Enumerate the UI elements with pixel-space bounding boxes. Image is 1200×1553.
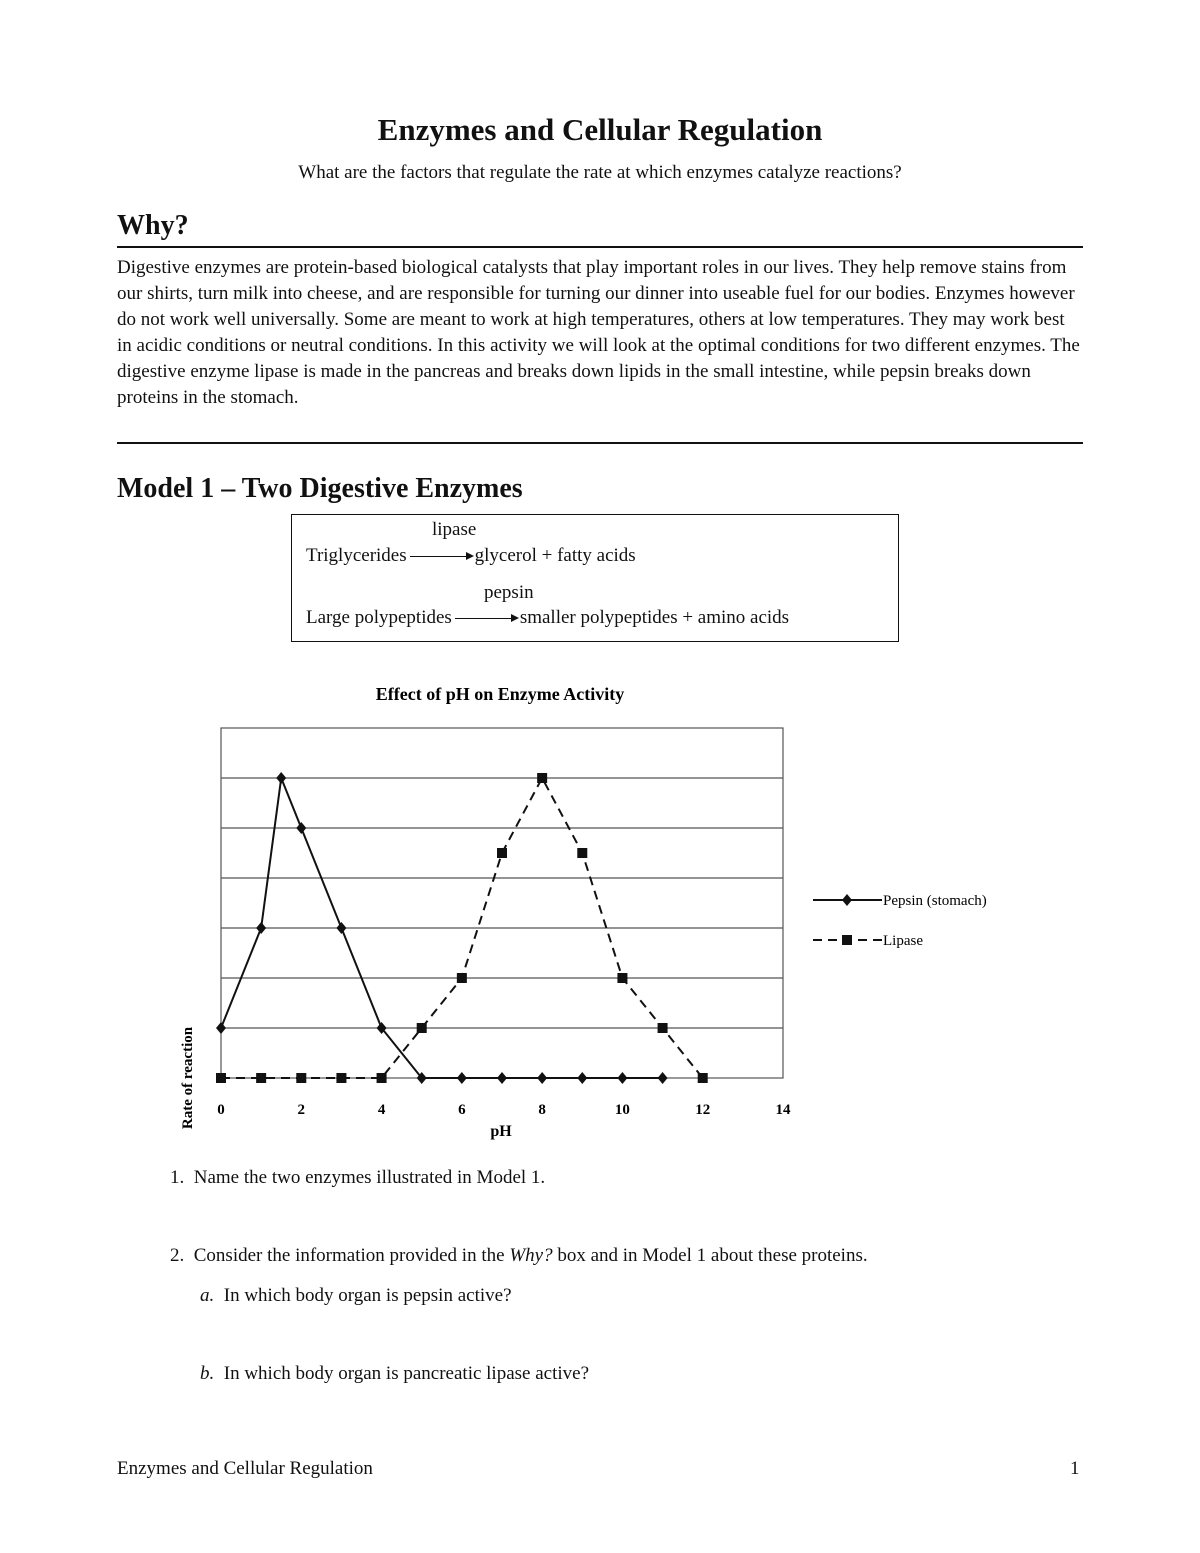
question-number: b. <box>200 1363 215 1384</box>
data-point <box>497 848 507 858</box>
reaction-equations-box <box>291 514 899 642</box>
data-point <box>216 1022 226 1034</box>
data-point <box>617 1072 627 1084</box>
page-title: Enzymes and Cellular Regulation <box>377 112 823 147</box>
data-point <box>698 1073 708 1083</box>
why-heading: Why? <box>117 210 189 241</box>
enzyme-label: pepsin <box>484 582 534 603</box>
page-number: 1 <box>1070 1458 1080 1479</box>
data-point <box>577 1072 587 1084</box>
page-subtitle: What are the factors that regulate the rate at which enzymes catalyze reactions? <box>298 162 902 183</box>
data-point <box>276 772 286 784</box>
ph-enzyme-chart <box>170 680 1050 1150</box>
model-heading: Model 1 – Two Digestive Enzymes <box>117 473 523 504</box>
legend-marker <box>842 935 852 945</box>
question-2b <box>200 1363 589 1385</box>
x-tick-label: 8 <box>538 1102 546 1118</box>
question-number: 2. <box>170 1245 185 1266</box>
data-point <box>296 1073 306 1083</box>
equation-pepsin <box>306 607 789 629</box>
data-point <box>457 1072 467 1084</box>
data-point <box>537 1072 547 1084</box>
why-text: Digestive enzymes are protein-based biological catalysts that play important roles in our lives. They help remove stains from our shirts, turn milk into cheese, and are responsible for turning our dinner into useable fuel for our bodies. Enzymes however do not work well universally. Some are meant to work at high temperatures, others at low temperatures. They may work best in acidic conditions or neutral conditions. In this activity we will look at the optimal conditions for two different enzymes. The digestive enzyme lipase is made in the pancreas and breaks down lipids in the small intestine, while pepsin breaks down proteins in the stomach. <box>117 257 1080 408</box>
reactant: Triglycerides <box>306 545 407 566</box>
footer-title: Enzymes and Cellular Regulation <box>117 1458 373 1479</box>
data-point <box>296 822 306 834</box>
x-tick-label: 12 <box>695 1102 711 1118</box>
y-axis-label: Rate of reaction <box>180 1026 196 1130</box>
data-point <box>497 1072 507 1084</box>
data-point <box>216 1073 226 1083</box>
reactant: Large polypeptides <box>306 607 452 628</box>
equation-lipase <box>306 545 636 567</box>
legend-label: Pepsin (stomach) <box>883 893 987 909</box>
data-point <box>537 773 547 783</box>
products: glycerol + fatty acids <box>474 545 636 566</box>
question-text: Name the two enzymes illustrated in Model 1. <box>193 1167 546 1188</box>
question-text-emphasis: Why? <box>509 1245 553 1266</box>
question-1 <box>170 1167 545 1189</box>
arrow-icon <box>410 556 472 557</box>
data-point <box>577 848 587 858</box>
question-text: In which body organ is pepsin active? <box>223 1285 512 1306</box>
data-point <box>658 1023 668 1033</box>
x-tick-label: 4 <box>377 1102 386 1118</box>
question-number: a. <box>200 1285 215 1306</box>
data-point <box>336 922 346 934</box>
x-tick-label: 2 <box>297 1102 306 1118</box>
x-tick-label: 10 <box>614 1102 630 1118</box>
x-tick-label: 14 <box>775 1102 791 1118</box>
arrow-icon <box>455 618 517 619</box>
data-point <box>658 1072 668 1084</box>
question-text: box and in Model 1 about these proteins. <box>552 1245 868 1266</box>
data-point <box>336 1073 346 1083</box>
question-text: In which body organ is pancreatic lipase active? <box>223 1363 590 1384</box>
x-tick-label: 6 <box>458 1102 466 1118</box>
data-point <box>256 922 266 934</box>
question-text: Consider the information provided in the <box>193 1245 510 1266</box>
plot-area <box>221 728 783 1078</box>
data-point <box>617 973 627 983</box>
data-point <box>457 973 467 983</box>
x-tick-label: 0 <box>217 1102 225 1118</box>
x-axis-label: pH <box>490 1123 512 1140</box>
question-2 <box>170 1245 868 1267</box>
data-point <box>417 1023 427 1033</box>
legend-label: Lipase <box>883 933 923 949</box>
divider <box>117 246 1083 248</box>
legend-marker <box>842 894 852 906</box>
divider <box>117 442 1083 444</box>
products: smaller polypeptides + amino acids <box>519 607 790 628</box>
chart-title: Effect of pH on Enzyme Activity <box>375 684 625 704</box>
question-2a <box>200 1285 512 1307</box>
question-number: 1. <box>170 1167 185 1188</box>
data-point <box>377 1073 387 1083</box>
data-point <box>256 1073 266 1083</box>
enzyme-label: lipase <box>432 519 477 540</box>
